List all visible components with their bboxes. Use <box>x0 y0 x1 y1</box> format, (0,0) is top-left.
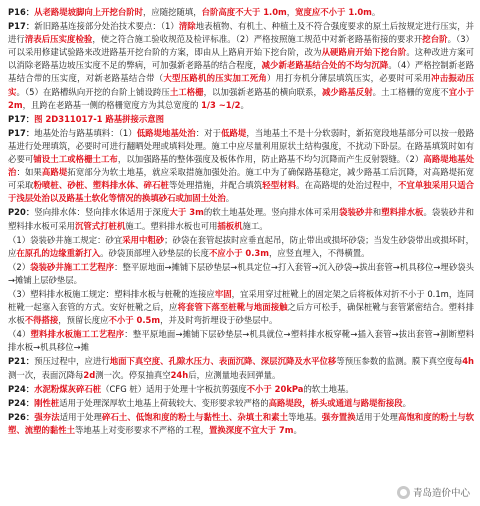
text-run: 预压过程中，应进行 <box>34 356 110 367</box>
text-run: ：整平原地面→摊铺下层砂垫层→机具定位→打入套管→沉入砂袋→拔出套管→机具移位→埋砂袋头→摊铺上层砂垫层。 <box>8 261 474 285</box>
highlighted-text: 塑料排水板施工工艺程序 <box>30 329 125 340</box>
text-run: 施工。 <box>242 220 268 231</box>
text-run: 。 <box>293 424 302 435</box>
highlighted-text: 轻型材料 <box>262 180 297 191</box>
text-run: 之后方可松手，确保桩靴与套管紧密结合。塑料排水板 <box>8 302 475 326</box>
text-run: 。这种改进方案可以消除老路基边坡压实度不足的弊病，可加强新老路基的结合程度， <box>8 47 475 71</box>
page-ref-label: P17： <box>8 127 35 138</box>
watermark <box>395 484 472 500</box>
text-run: 。（3）可以采用修建试验路来改进路基开挖台阶的方案，即由从上路肩开始下挖台阶，改为 <box>8 34 475 58</box>
document-body <box>8 6 474 437</box>
highlighted-text: 不应小于 0.3m <box>209 247 269 258</box>
text-run: 适用于处理深厚软土地基上荷载较大、变形要求较严格的 <box>59 397 269 408</box>
highlighted-text: 减少新老路基结合处的不均匀沉降 <box>261 60 389 71</box>
highlighted-text: 将套管下落至桩靴与地面接触 <box>177 302 288 313</box>
highlighted-text: 低路堤 <box>221 127 247 138</box>
text-run: 和 <box>372 207 382 218</box>
text-run: 等预压参数的监测。膜下真空度每 <box>336 356 463 367</box>
highlighted-text: 2d <box>83 369 96 380</box>
text-run: 。袋装砂井和塑料排水板可采用 <box>8 207 475 231</box>
highlighted-text: 宜小于 2m <box>8 86 475 110</box>
text-run: 测一次，表面沉降每 <box>8 369 84 380</box>
text-run: 施工。塑料排水板也可用 <box>125 220 218 231</box>
text-run: 。 <box>402 397 412 408</box>
text-run: ，以加强路基的整体强度及板体作用，防止路基不均匀沉降而产生反射裂缝。（2） <box>117 154 424 165</box>
text-run: ，并及时弯折埋设于砂垫层中。 <box>160 315 278 326</box>
text-run: 等处理措施，并配合填筑 <box>169 180 263 191</box>
highlighted-text: 粉喷桩、砂桩、塑料排水体、碎石桩 <box>33 180 170 191</box>
highlighted-text: 减少路基反射 <box>321 86 373 97</box>
text-run: （4） <box>8 329 31 340</box>
text-run: （CFG 桩）适用于处理十字板抗剪强度 <box>101 383 247 394</box>
text-run: ，且跨在老路基一侧的格栅宽度方为其总宽度的 <box>22 99 202 110</box>
highlighted-text: 采用中粗砂 <box>122 234 165 245</box>
text-run: 竖向排水体：竖向排水体适用于深度 <box>34 207 170 218</box>
highlighted-text: 挖台阶 <box>422 34 448 45</box>
highlighted-text: 水泥粉煤灰碎石桩 <box>34 383 102 394</box>
highlighted-text: 在原孔的边缘重新打入 <box>16 247 101 258</box>
highlighted-text: 塑料排水板 <box>381 207 424 218</box>
highlighted-text: 牢固 <box>214 288 232 299</box>
highlighted-text: 袋装砂井施工工艺程序 <box>30 261 115 272</box>
highlighted-text: 从老路堤坡脚向上开挖台阶时 <box>34 7 144 17</box>
highlighted-text: 宽度应不小于 1.0m <box>295 7 372 17</box>
highlighted-text: 高路堤段，桥头或通道与路堤衔接段 <box>268 397 403 408</box>
text-run: ，预留长度应 <box>58 315 109 326</box>
highlighted-text: 1/3 ~1/2 <box>201 99 241 110</box>
highlighted-text: 地面下真空度、孔隙水压力、表面沉降、深层沉降及水平位移 <box>109 356 337 367</box>
text-run: ：如果 <box>16 167 42 178</box>
paragraph <box>8 288 474 327</box>
paragraph <box>8 113 474 126</box>
highlighted-text: 强夯置换 <box>321 411 356 422</box>
page-ref-label: P16： <box>8 7 35 17</box>
highlighted-text: 清表后压实度检验 <box>24 34 93 45</box>
text-run: （1） <box>8 234 31 245</box>
highlighted-text: 刚性桩 <box>34 397 60 408</box>
text-run: 。 <box>371 7 381 17</box>
text-run: （2） <box>8 261 31 272</box>
highlighted-text: 冲击振动压实 <box>8 73 475 97</box>
highlighted-text: 大于 3m <box>169 207 204 218</box>
text-run: 。土工格栅的宽度不 <box>372 86 449 97</box>
page-ref-label: P24： <box>8 383 35 394</box>
highlighted-text: 土工格栅 <box>169 86 204 97</box>
wechat-logo-icon <box>397 486 410 499</box>
highlighted-text: 不宜单独采用只适合于浅层处治以及路基土软化等情况的换填砂石或加固土处治 <box>8 180 475 204</box>
text-run: 新旧路基连接部分处治技术要点：（1） <box>34 21 179 32</box>
highlighted-text: 从硬路肩开始下挖台阶 <box>321 47 407 58</box>
paragraph <box>8 206 474 232</box>
text-run: ，宜采用穿过桩靴上的固定架之后将板体对折不小于 0.1m，连同桩靴一起塞入套管的方式。安好桩靴之后，应 <box>8 288 475 313</box>
highlighted-text: 24h <box>170 369 189 380</box>
page-ref-label: P21： <box>8 356 35 367</box>
highlighted-text: 高路堤地基处治 <box>8 154 475 178</box>
text-run: ，当地基土不是十分软弱时，新拓宽段地基部分可以按一般路基进行处理填筑，必要时可进行翻晒处理或填料处理。施工中应尽量利用原状土结构强度，不扰动下卧层。在路基填筑时如有必要可 <box>8 127 475 165</box>
text-run: 。 <box>225 193 235 204</box>
text-run: 。（4）严格控制新老路基结合带的压实度，对新老路基结合带（ <box>8 60 474 84</box>
highlighted-text: 强夯法 <box>34 411 60 422</box>
text-run: 的软土地基处理。竖向排水体可采用 <box>203 207 339 218</box>
text-run: ，应随挖随填， <box>143 7 202 17</box>
text-run: 拓宽部分为软土地基，就应采取措施加强处治。施工中为了确保路基稳定，减少路基工后沉降，对高路堤拓宽可采取 <box>8 167 475 191</box>
watermark-text: 青岛造价中心 <box>412 488 470 499</box>
paragraph <box>8 127 474 206</box>
text-run: 测一次。停泵抽真空 <box>95 369 171 380</box>
text-run: 等地基。 <box>288 411 322 422</box>
paragraph <box>8 6 474 19</box>
highlighted-text: 碎石土、低饱和度的粉土与黏性土、杂填土和素土 <box>102 411 289 422</box>
highlighted-text: 不小于 0.5m <box>108 315 161 326</box>
page-ref-label: P24： <box>8 397 35 408</box>
paragraph <box>8 355 474 381</box>
paragraph <box>8 234 474 260</box>
highlighted-text: 清除 <box>178 21 196 32</box>
highlighted-text: 大型压路机的压实加工死角 <box>163 73 268 84</box>
text-run: ，使之符合施工验收规范及检评标准。（2）严格按照施工规范中对新老路基衔接的要求开 <box>92 34 423 45</box>
text-run: ，以加强新老路基的横向联系， <box>203 86 322 97</box>
text-run: 袋装砂井施工规定：砂宜 <box>30 234 123 245</box>
text-run: 。（5）在路槽纵向开挖的台阶上铺设跨压 <box>16 86 170 97</box>
highlighted-text: 不得搭接 <box>24 315 59 326</box>
paragraph <box>8 261 474 287</box>
text-run: （3） <box>8 288 31 299</box>
text-run: ， <box>286 7 296 17</box>
page-ref-label: P17： <box>8 113 35 124</box>
highlighted-text: 低路堤地基处治 <box>136 127 196 138</box>
text-run: ：对于 <box>195 127 222 138</box>
text-run: ；砂袋在套管起拔时应垂直起吊，防止带出或损坏砂袋；当发生砂袋带出或损坏时，应 <box>8 234 475 258</box>
highlighted-text: 置换深度不宜大于 7m <box>209 424 294 435</box>
highlighted-text: 不小于 20kPa <box>246 383 304 394</box>
page-ref-label: P17： <box>8 21 35 32</box>
text-run: 的软土地基。 <box>303 383 354 394</box>
text-run: ，应竖直埋入，不得横置。 <box>268 247 370 258</box>
text-run: 等地基上对变形要求不严格的工程， <box>75 424 209 435</box>
highlighted-text: 袋装砂井 <box>339 207 373 218</box>
highlighted-text: 4h <box>462 356 475 367</box>
paragraph <box>8 328 474 354</box>
text-run: ）用打夯机分薄层填筑压实，必要时可采用 <box>267 73 432 84</box>
text-run: 塑料排水板施工规定：塑料排水板与桩靴的连接应 <box>30 288 215 299</box>
paragraph <box>8 397 474 410</box>
text-run: 地基处治与路基填料：（1） <box>34 127 137 138</box>
page-ref-label: P20： <box>8 207 35 218</box>
highlighted-text: 沉管式打桩机 <box>75 220 126 231</box>
highlighted-text: 高饱和度的粉土与软塑、流塑的黏性土 <box>8 411 475 435</box>
paragraph <box>8 411 474 437</box>
highlighted-text: 铺设土工或格栅土工布 <box>33 154 118 165</box>
highlighted-text: 高路堤 <box>41 167 68 178</box>
text-run: 。 <box>240 99 249 110</box>
highlighted-text: 图 2D311017-1 路基拼接示意图 <box>34 113 165 124</box>
highlighted-text: 插板机 <box>217 220 243 231</box>
text-run: 后，应测量地表回弹量。 <box>188 369 281 380</box>
highlighted-text: 台阶高度不大于 1.0m <box>201 7 287 17</box>
text-run: ：整平原地面→摊铺下层砂垫层→机具就位→塑料排水板穿靴→插入套管→拔出套管→割断塑料排水板→机具移位→摊 <box>8 329 474 353</box>
page-ref-label: P26： <box>8 411 35 422</box>
paragraph <box>8 383 474 396</box>
paragraph <box>8 20 474 112</box>
text-run: 。砂袋顶部埋入砂垫层的长度 <box>100 247 209 258</box>
text-run: 地表植物、有机土、种植土及不符合强度要求的原土后按规定进行压实，并进行 <box>8 21 475 45</box>
text-run: 。在高路堤的处治过程中， <box>296 180 398 191</box>
text-run: 适用于处理 <box>59 411 103 422</box>
text-run: 适用于处理 <box>355 411 399 422</box>
